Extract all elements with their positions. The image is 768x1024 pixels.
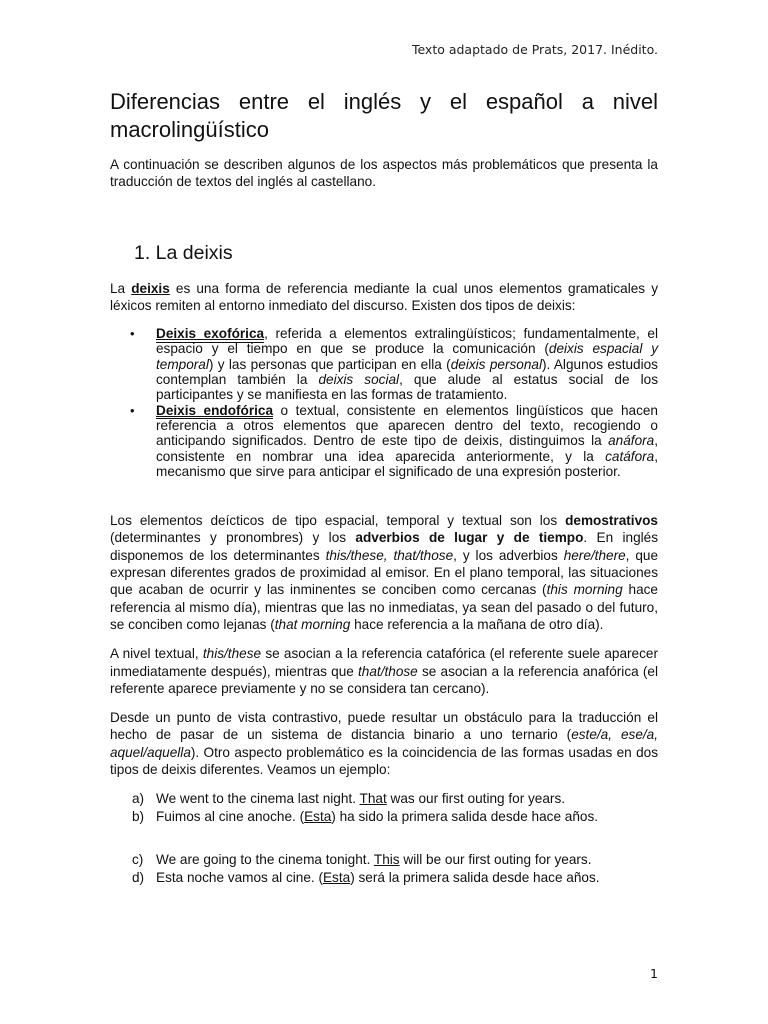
header-note: Texto adaptado de Prats, 2017. Inédito. (411, 42, 658, 57)
section-intro-paragraph: La deixis es una forma de referencia mediante la cual unos elementos gramaticales y léxicos remiten al entorno inmediato del discurso. Existen dos tipos de deixis: (110, 280, 658, 313)
list-item-exoforica: • Deixis exofórica, referida a elementos extralingüísticos; fundamentalmente, el espacio y el tiempo en que se produce la comunicación (deixis espacial y temporal) y las personas que participan en ella (deixis personal). Algunos estudios contemplan también la deixis social, que alude al estatus social de los participantes y se manifiesta en las formas de tratamiento. (130, 326, 659, 403)
term-deixis: deixis (131, 280, 170, 296)
example-item-d: d) Esta noche vamos al cine. (Esta) será la primera salida desde hace años. (132, 869, 600, 885)
page-number: 1 (650, 966, 658, 981)
deixis-types-list (110, 326, 658, 479)
paragraph-demostrativos: Los elementos deícticos de tipo espacial, temporal y textual son los demostrativos (determinantes y pronombres) y los adverbios de lugar y de tiempo. En inglés disponemos de los determinantes this/these, that/those, y los adverbios here/there, que expresan diferentes grados de proximidad al emisor. En el plano temporal, las situaciones que acaban de ocurrir y las inminentes se conciben como cercanas (this morning hace referencia al mismo día), mientras que las no inmediatas, ya sean del pasado o del futuro, se conciben como lejanas (that morning hace referencia a la mañana de otro día). (110, 513, 659, 632)
term-exoforica: Deixis exofórica (156, 326, 265, 342)
example-item-b: b) Fuimos al cine anoche. (Esta) ha sido la primera salida desde hace años. (132, 808, 599, 824)
paragraph-contrastivo: Desde un punto de vista contrastivo, puede resultar un obstáculo para la traducción el hecho de pasar de un sistema de distancia binario a uno ternario (este/a, ese/a, aquel/aquella). Otro aspecto problemático es la coincidencia de las formas usadas en dos tipos de deixis diferentes. Veamos un ejemplo: (110, 710, 659, 778)
examples-list-second (110, 851, 658, 886)
section-heading: 1. La deixis (134, 241, 233, 264)
example-item-a: a) We went to the cinema last night. That was our first outing for years. (132, 791, 566, 807)
bullet-icon: • (130, 402, 135, 418)
examples-list (110, 790, 658, 825)
document-body (110, 88, 658, 886)
document-title: Diferencias entre el inglés y el español a nivel macrolingüístico (110, 89, 658, 142)
term-endoforica: Deixis endofórica (156, 402, 274, 418)
list-item-endoforica: • Deixis endofórica o textual, consistente en elementos lingüísticos que hacen referencia a otros elementos que aparecen dentro del texto, recogiendo o anticipando significados. Dentro de este tipo de deixis, distinguimos la anáfora, consistente en nombrar una idea aparecida anteriormente, y la catáfora, mecanismo que sirve para anticipar el significado de una expresión posterior. (130, 402, 658, 479)
example-item-c: c) We are going to the cinema tonight. This will be our first outing for years. (132, 852, 592, 868)
intro-paragraph: A continuación se describen algunos de los aspectos más problemáticos que presenta la traducción de textos del inglés al castellano. (110, 157, 658, 190)
paragraph-nivel-textual: A nivel textual, this/these se asocian a la referencia catafórica (el referente suele aparecer inmediatamente después), mientras que that/those se asocian a la referencia anafórica (el referente aparece previamente y no se considera tan cercano). (110, 646, 659, 696)
examples-gap (110, 825, 658, 851)
bullet-icon: • (130, 326, 135, 342)
